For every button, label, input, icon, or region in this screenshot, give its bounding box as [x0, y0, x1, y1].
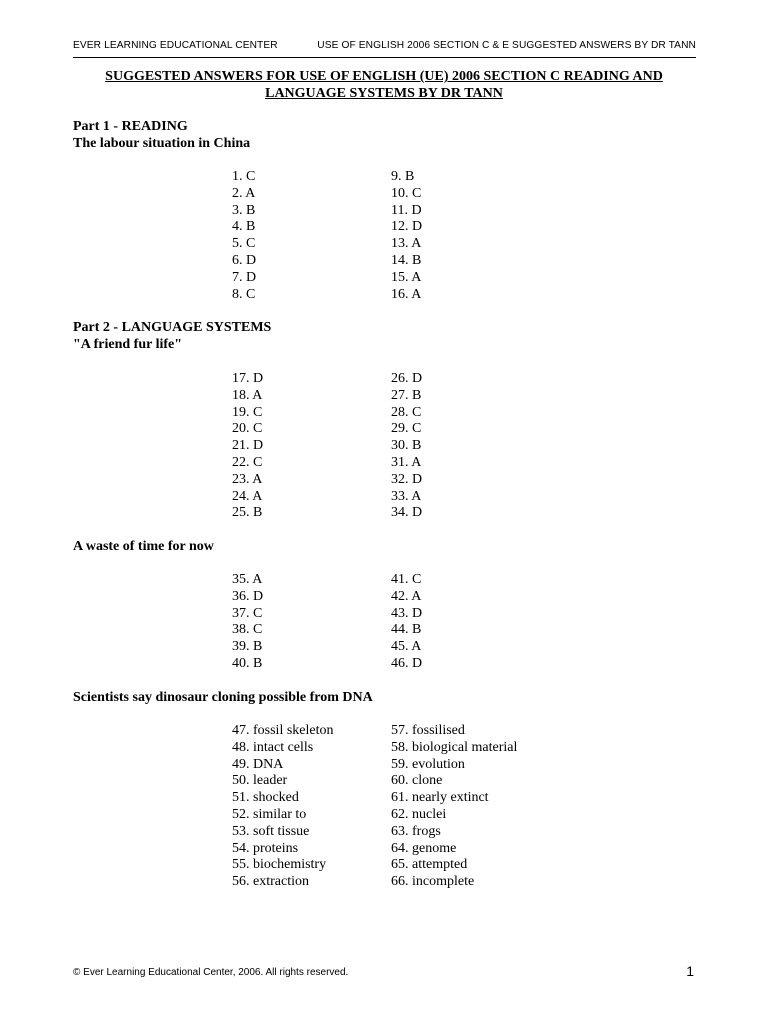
part3-answers-right [391, 572, 422, 673]
part3-answers-left [232, 572, 263, 673]
answer-item: 10. C [391, 185, 422, 201]
page-number: 1 [686, 963, 694, 979]
answer-item: 24. A [232, 488, 263, 504]
answer-item: 34. D [391, 505, 423, 521]
document-title [60, 69, 708, 102]
part1-answers-left [232, 169, 256, 303]
part2-heading: Part 2 - LANGUAGE SYSTEMS [73, 320, 272, 335]
part4-answers-left [232, 723, 334, 891]
answer-item: 53. soft tissue [232, 823, 310, 839]
answer-item: 16. A [391, 286, 422, 302]
answer-item: 50. leader [232, 773, 288, 789]
answer-item: 9. B [391, 169, 415, 184]
answer-item: 61. nearly extinct [391, 790, 489, 806]
answer-item: 14. B [391, 252, 422, 268]
answer-item: 5. C [232, 236, 256, 252]
answer-item: 63. frogs [391, 823, 441, 839]
answer-item: 54. proteins [232, 840, 299, 856]
answer-item: 56. extraction [232, 874, 309, 890]
answer-item: 28. C [391, 404, 422, 420]
answer-item: 57. fossilised [391, 723, 465, 738]
answer-item: 18. A [232, 387, 263, 403]
answer-item: 19. C [232, 404, 263, 420]
answer-item: 17. D [232, 371, 264, 386]
part3-heading-block [73, 539, 214, 556]
answer-item: 11. D [391, 202, 422, 218]
answer-item: 3. B [232, 202, 256, 218]
answer-item: 64. genome [391, 840, 457, 856]
answer-item: 47. fossil skeleton [232, 723, 334, 738]
title-line-1: SUGGESTED ANSWERS FOR USE OF ENGLISH (UE) 2006 SECTION C READING AND [105, 69, 663, 84]
answer-item: 6. D [232, 252, 257, 268]
answer-item: 23. A [232, 471, 263, 487]
answer-item: 48. intact cells [232, 739, 314, 755]
answer-item: 35. A [232, 572, 263, 587]
answer-item: 55. biochemistry [232, 857, 327, 873]
answer-item: 59. evolution [391, 756, 465, 772]
part2-subheading: "A friend fur life" [73, 336, 182, 352]
answer-item: 22. C [232, 454, 263, 470]
part2-answers-left [232, 371, 263, 522]
answer-item: 43. D [391, 605, 423, 621]
answer-item: 65. attempted [391, 857, 468, 873]
answer-item: 41. C [391, 572, 422, 587]
answer-item: 13. A [391, 236, 422, 252]
header-left-text: EVER LEARNING EDUCATIONAL CENTER [73, 40, 278, 51]
answer-item: 33. A [391, 488, 422, 504]
answer-item: 7. D [232, 269, 257, 285]
part1-heading-block [73, 119, 250, 153]
answer-item: 60. clone [391, 773, 443, 789]
part4-heading-block [73, 690, 373, 707]
answer-item: 21. D [232, 438, 264, 454]
answer-item: 51. shocked [232, 790, 299, 806]
answer-item: 1. C [232, 169, 256, 184]
answer-item: 39. B [232, 639, 263, 655]
answer-item: 46. D [391, 655, 423, 671]
answer-item: 27. B [391, 387, 422, 403]
answer-item: 66. incomplete [391, 874, 475, 890]
header-right-text: USE OF ENGLISH 2006 SECTION C & E SUGGESTED ANSWERS BY DR TANN [317, 40, 696, 51]
answer-item: 62. nuclei [391, 806, 447, 822]
answer-item: 40. B [232, 655, 263, 671]
answer-item: 37. C [232, 605, 263, 621]
part2-heading-block [73, 320, 271, 354]
answer-item: 52. similar to [232, 806, 307, 822]
answer-item: 15. A [391, 269, 422, 285]
part4-heading: Scientists say dinosaur cloning possible from DNA [73, 690, 373, 705]
answer-item: 29. C [391, 421, 422, 437]
answer-item: 31. A [391, 454, 422, 470]
part4-answers-right [391, 723, 517, 891]
title-line-2: LANGUAGE SYSTEMS BY DR TANN [265, 85, 503, 101]
answer-item: 49. DNA [232, 756, 284, 772]
answer-item: 32. D [391, 471, 423, 487]
part3-heading: A waste of time for now [73, 539, 214, 554]
part1-heading: Part 1 - READING [73, 119, 188, 134]
answer-item: 36. D [232, 588, 264, 604]
answer-item: 30. B [391, 438, 422, 454]
part1-subheading: The labour situation in China [73, 135, 251, 151]
answer-item: 8. C [232, 286, 256, 302]
part1-answers-right [391, 169, 422, 303]
answer-item: 45. A [391, 639, 422, 655]
answer-item: 26. D [391, 371, 423, 386]
footer-copyright: © Ever Learning Educational Center, 2006. All rights reserved. [73, 967, 349, 978]
answer-item: 12. D [391, 219, 423, 235]
answer-item: 58. biological material [391, 739, 518, 755]
answer-item: 2. A [232, 185, 256, 201]
answer-item: 42. A [391, 588, 422, 604]
answer-item: 25. B [232, 505, 263, 521]
answer-item: 38. C [232, 622, 263, 638]
part2-answers-right [391, 371, 422, 522]
answer-item: 20. C [232, 421, 263, 437]
answer-item: 44. B [391, 622, 422, 638]
running-header [73, 40, 696, 58]
answer-item: 4. B [232, 219, 256, 235]
